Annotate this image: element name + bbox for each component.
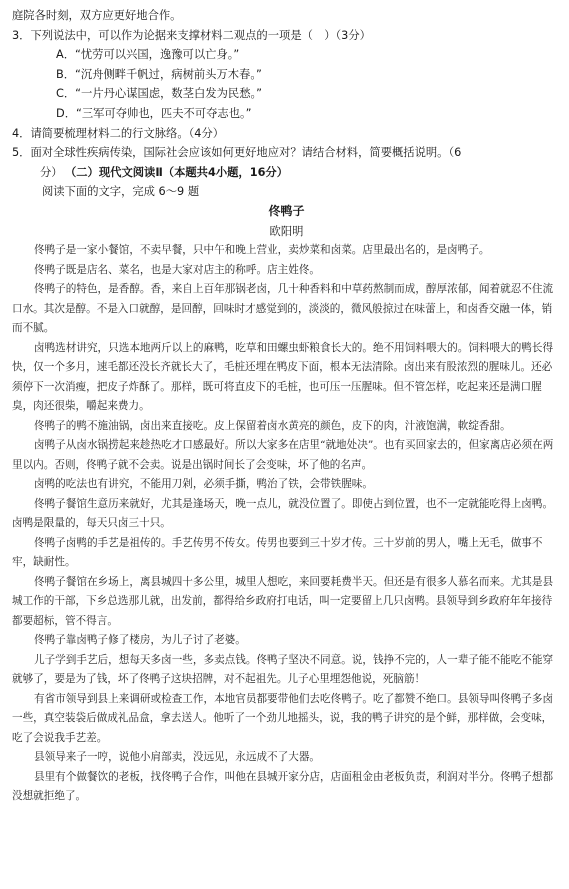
story-author: 欧阳明 — [269, 224, 304, 238]
story-paragraph: 佟鸭子餐馆在乡场上，离县城四十多公里，城里人想吃，来回要耗费半天。但还是有很多人慕名而来。尤其是县城工作的干部，下乡总选那儿就，出发前，都得给乡政府打电话，叫一定要留上几只卤鸭。县领导到乡政府年年接待都要超标，管不得言。 — [12, 575, 554, 627]
story-paragraph: 卤鸭子从卤水锅捞起来趁热吃才口感最好。所以大家多在店里“就地处决”。也有买回家去的，但家离店必须在两里以内。否则，佟鸭子就不会卖。说是出锅时间长了会变味，坏了他的名声。 — [12, 439, 554, 471]
intro-line: 庭院各时刻，双方应更好地合作。 — [12, 9, 182, 22]
story-paragraph: 佟鸭子是一家小餐馆，不卖早餐，只中午和晚上营业，卖炒菜和卤菜。店里最出名的，是卤鸭子。 — [34, 244, 490, 257]
question-4: 4．请简要梳理材料二的行文脉络。（4分） — [12, 126, 225, 140]
story-paragraph: 佟鸭子的鸭不施油锅，卤出来直接吃。皮上保留着卤水黄亮的颜色，皮下的肉，汁液饱满，軟绽香甜。 — [34, 419, 511, 432]
story-paragraph: 卤鸭的吃法也有讲究，不能用刀剁，必须手撕，鸭治了铁，会带铁腥味。 — [34, 478, 373, 491]
section-heading: （二）现代文阅读Ⅱ（本题共4小题，16分） — [70, 165, 289, 179]
question-3-option-b: B．“沉舟侧畔千帆过，病树前头万木春。” — [56, 67, 262, 81]
story-paragraph: 县里有个做餐饮的老板，找佟鸭子合作，叫他在县城开家分店，店面租金由老板负责，利润对半分。佟鸭子想都没想就拒绝了。 — [12, 770, 554, 803]
story-paragraph: 佟鸭子的特色，是香醇。香，来自上百年那锅老卤，几十种香料和中草药熬制而成，醇厚浓郁，闻着就忍不住流口水。其次是醇。不是入口就醇，是回醇，回味时才感觉到的，淡淡的，微风般掠过在味蕾上，和卤香交融一体，销而不腻。 — [12, 283, 554, 335]
story-paragraph: 佟鸭子餐馆生意历来就好，尤其是逢场天，晚一点儿，就没位置了。即使占到位置，也不一定就能吃得上卤鸭。卤鸭是限量的，每天只卤三十只。 — [12, 497, 554, 530]
question-3-option-d: D．“三军可夺帅也，匹夫不可夺志也。” — [56, 106, 252, 120]
story-title: 佟鸭子 — [268, 203, 305, 218]
question-5-continuation: 分） — [40, 165, 63, 179]
story-paragraph: 佟鸭子靠卤鸭子修了楼房，为儿子讨了老婆。 — [34, 634, 246, 647]
question-3-option-c: C．“一片丹心谋国虑，数茎白发为民愁。” — [56, 87, 262, 101]
question-5-line-1: 5．面对全球性疾病传染，国际社会应该如何更好地应对？请结合材料，简要概括说明。（6 — [12, 146, 462, 160]
story-paragraph: 儿子学到手艺后，想每天多卤一些，多卖点钱。佟鸭子坚决不同意。说，钱挣不完的，人一辈子能不能吃不能穿就够了，要是为了钱，坏了佟鸭子这块招牌，对不起祖先。儿子心里埋怨他说，死脑筋！ — [12, 653, 554, 686]
section-instruction: 阅读下面的文字，完成 6～9 题 — [42, 185, 200, 199]
story-paragraph: 有省市领导到县上来调研或检查工作，本地官员都要带他们去吃佟鸭子。吃了都赞不绝口。县领导叫佟鸭子多卤一些，真空装袋后做成礼品盒，拿去送人。他听了一个劲儿地摇头，说，我的鸭子讲究的是个鲜，那样做，会变味，吃了会说我手艺差。 — [12, 692, 554, 744]
question-5-line-2 — [12, 163, 561, 183]
story-body — [12, 241, 561, 807]
story-paragraph: 佟鸭子卤鸭的手艺是祖传的。手艺传男不传女。传男也要到三十岁才传。三十岁前的男人，嘴上无毛，做事不牢，缺耐性。 — [12, 536, 543, 569]
question-3-stem: 3．下列说法中，可以作为论据来支撑材料二观点的一项是（ ）（3分） — [12, 28, 371, 42]
story-paragraph: 卤鸭选材讲究，只选本地两斤以上的麻鸭，吃草和田螺虫虾粮食长大的。绝不用饲料喂大的。饲料喂大的鸭长得快，仅一个多月，速毛都还没长齐就长大了，毛桩还埋在鸭皮下面，根本无法清除。卤出来有股浓烈的腥味儿。还必须停下一次消瘦，把皮子炸酥了。那样，既可将直皮下的毛桩，也可压一压腥味。但不管怎样，吃起来还是满口腥臭，肉还很柴，嚼起来费力。 — [12, 341, 554, 413]
story-paragraph: 县领导来子一哼，说他小肩部卖，没远见，永远成不了大器。 — [34, 751, 321, 764]
story-paragraph: 佟鸭子既是店名、菜名，也是大家对店主的称呼。店主姓佟。 — [34, 263, 321, 276]
question-3-option-a: A．“忧劳可以兴国，逸豫可以亡身。” — [56, 48, 240, 62]
